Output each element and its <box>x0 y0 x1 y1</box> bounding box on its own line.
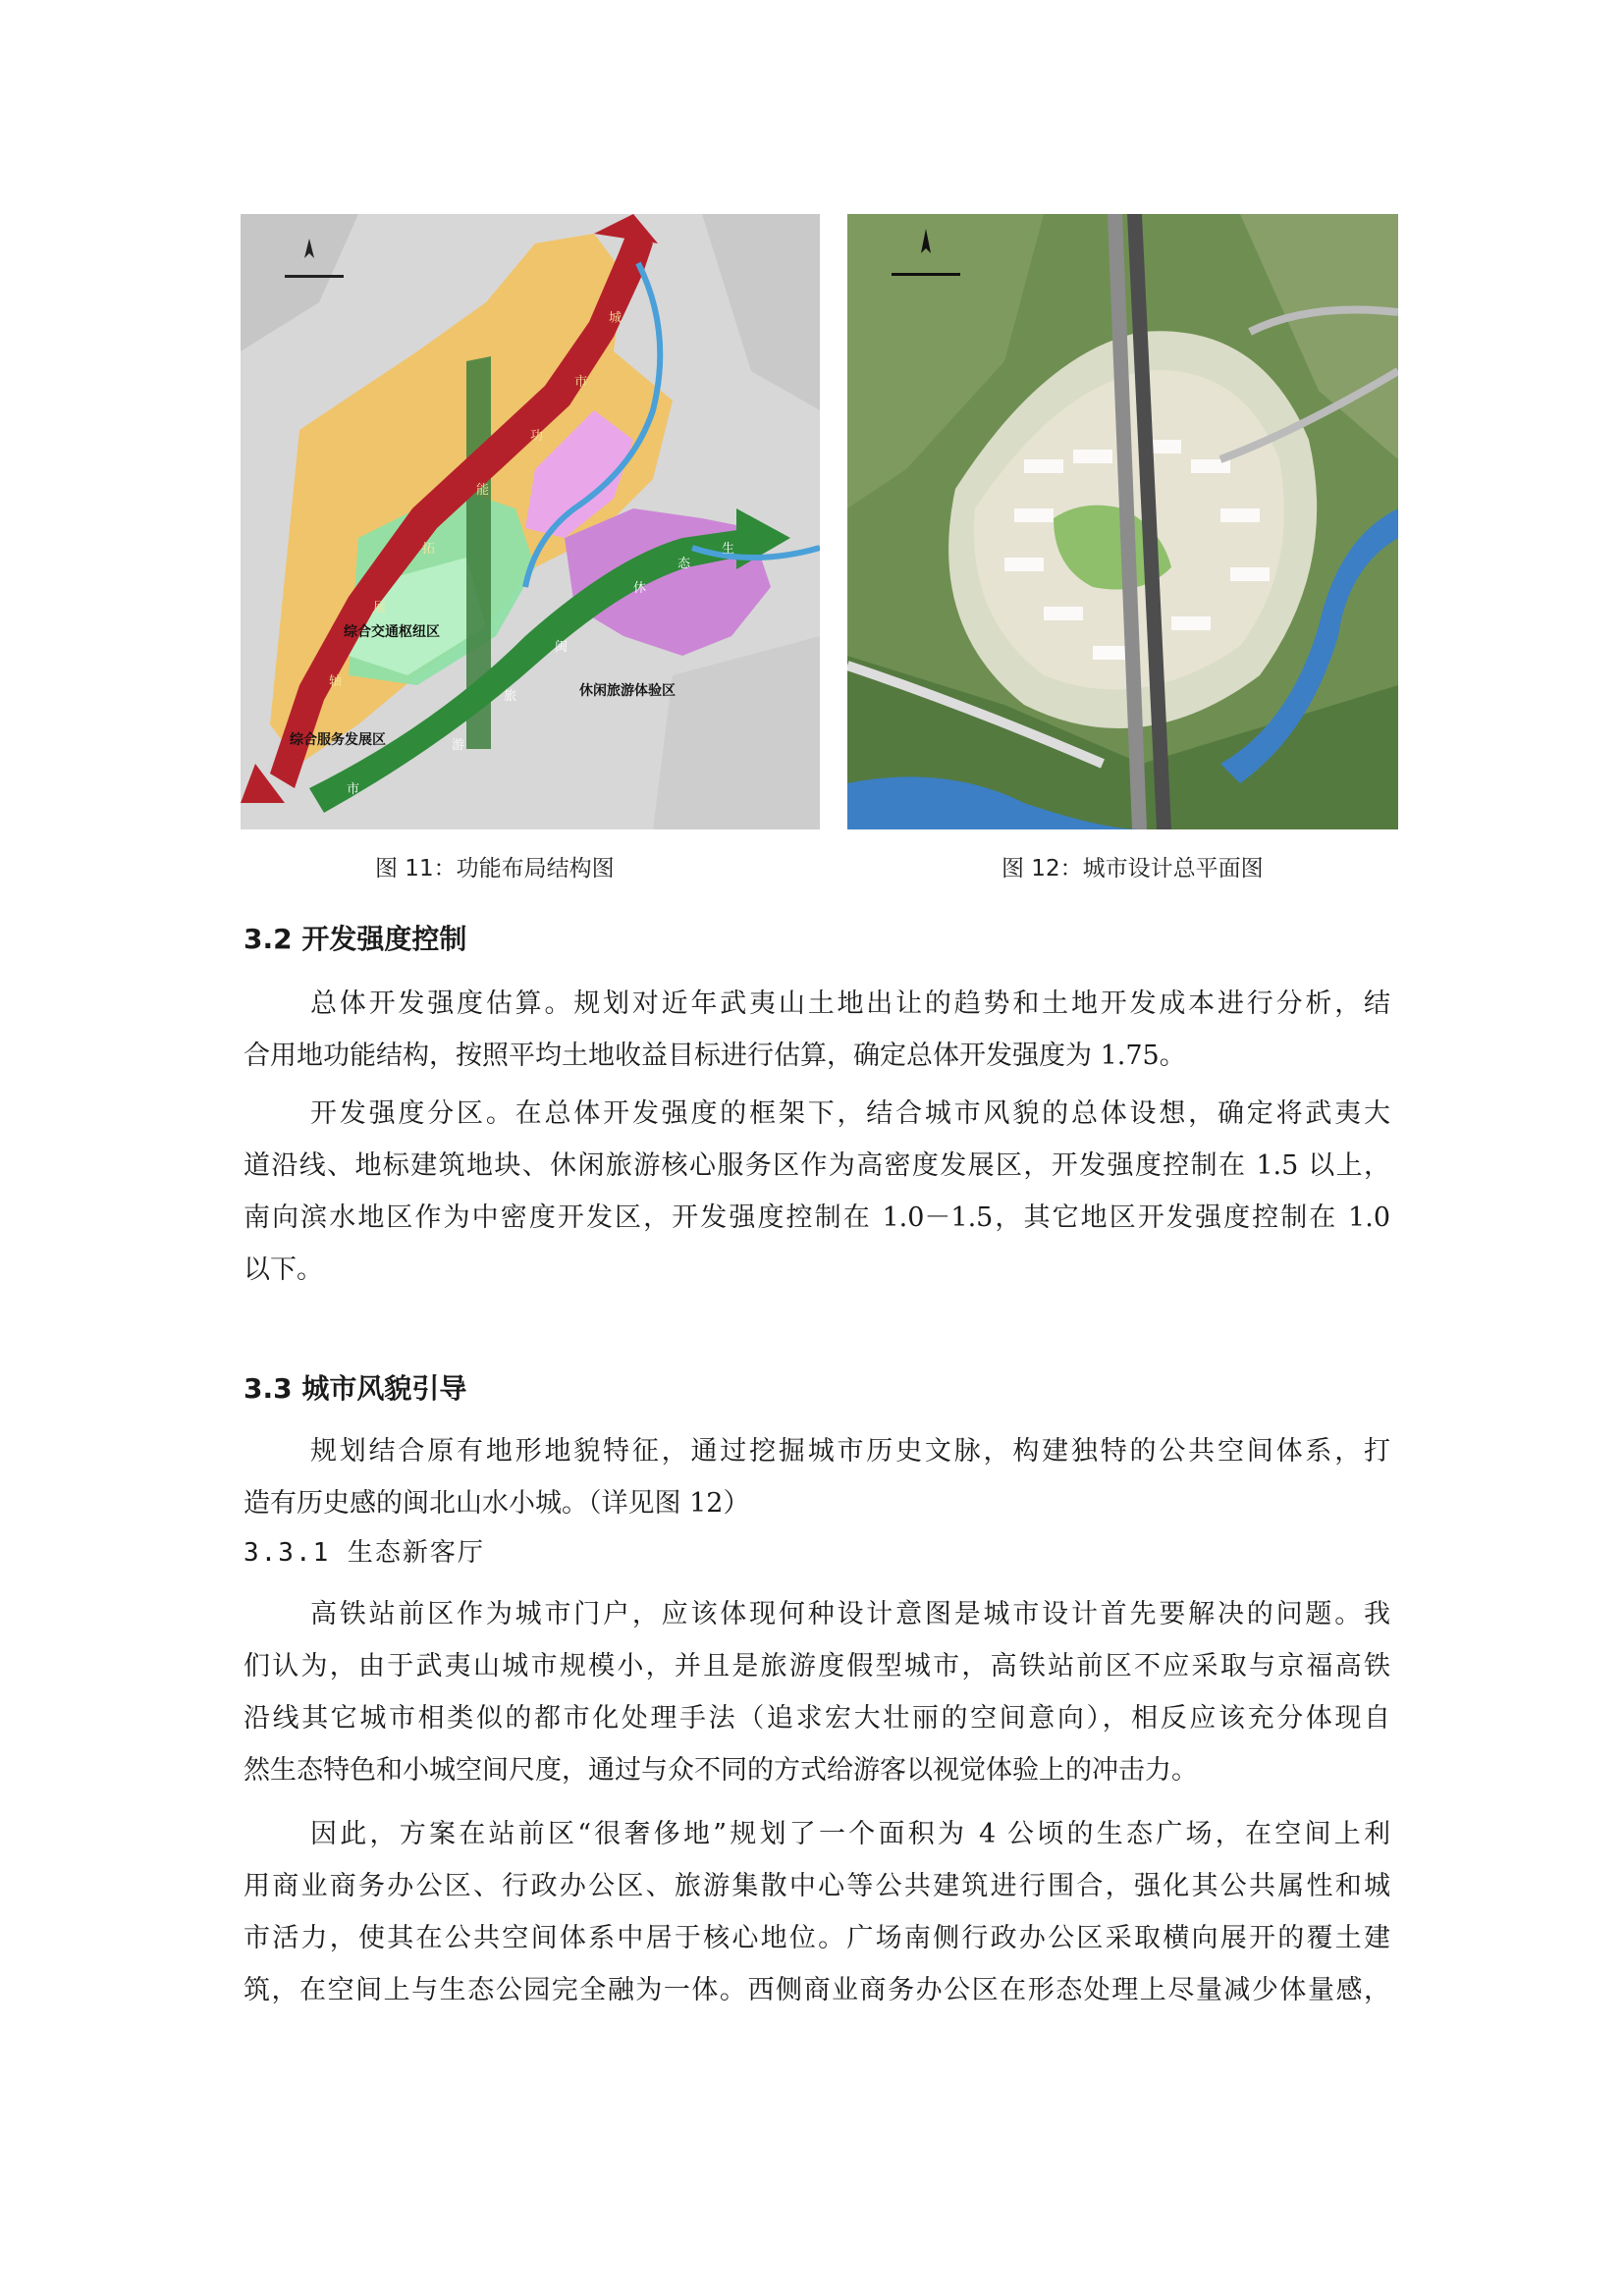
text-line: 规划结合原有地形地貌特征，通过挖掘城市历史文脉，构建独特的公共空间体系，打 <box>310 1436 1390 1467</box>
text-line: 沿线其它城市相类似的都市化处理手法（追求宏大壮丽的空间意向），相反应该充分体现自 <box>244 1703 1390 1734</box>
text-line: 们认为，由于武夷山城市规模小，并且是旅游度假型城市，高铁站前区不应采取与京福高铁 <box>244 1651 1390 1682</box>
axis-char: 市 <box>347 782 360 797</box>
section-3-3-heading: 3.3 城市风貌引导 <box>244 1372 467 1405</box>
label-transport-hub: 综合交通枢纽区 <box>344 624 440 640</box>
figure-12-master-plan <box>847 214 1398 829</box>
axis-char: 态 <box>677 557 691 571</box>
text-line: 高铁站前区作为城市门户，应该体现何种设计意图是城市设计首先要解决的问题。我 <box>310 1599 1390 1629</box>
section-3-2-para-2 <box>244 1088 1390 1296</box>
figure-11-function-layout-map <box>241 214 820 829</box>
text-line: 然生态特色和小城空间尺度，通过与众不同的方式给游客以视觉体验上的冲击力。 <box>244 1755 1198 1786</box>
axis-char: 休 <box>633 581 647 596</box>
axis-char: 游 <box>452 738 465 753</box>
figure-12-caption: 图 12：城市设计总平面图 <box>1001 856 1264 881</box>
label-tourism-zone: 休闲旅游体验区 <box>579 683 676 699</box>
text-line: 用商业商务办公区、行政办公区、旅游集散中心等公共建筑进行围合，强化其公共属性和城 <box>244 1871 1390 1901</box>
axis-char: 轴 <box>329 674 343 689</box>
axis-char: 展 <box>373 601 387 615</box>
label-service-zone: 综合服务发展区 <box>290 732 386 748</box>
section-3-3-1-heading: 3.3.1 生态新客厅 <box>244 1538 485 1568</box>
axis-char: 拓 <box>422 542 436 557</box>
text-line: 道沿线、地标建筑地块、休闲旅游核心服务区作为高密度发展区，开发强度控制在 1.5 以上， <box>244 1150 1390 1181</box>
axis-char: 城 <box>609 311 623 326</box>
section-3-3-1-para-2 <box>244 1808 1390 2016</box>
text-line: 因此，方案在站前区“很奢侈地”规划了一个面积为 4 公顷的生态广场，在空间上利 <box>310 1819 1390 1849</box>
section-3-2-heading: 3.2 开发强度控制 <box>244 923 467 955</box>
text-line: 造有历史感的闽北山水小城。（详见图 12） <box>244 1488 750 1519</box>
axis-char: 旅 <box>504 689 517 704</box>
text-line: 总体开发强度估算。规划对近年武夷山土地出让的趋势和土地开发成本进行分析，结 <box>310 988 1390 1019</box>
axis-char: 能 <box>476 483 490 498</box>
text-line: 以下。 <box>244 1255 323 1285</box>
text-line: 开发强度分区。在总体开发强度的框架下，结合城市风貌的总体设想，确定将武夷大 <box>310 1098 1390 1129</box>
section-3-3-para-1 <box>244 1425 1390 1529</box>
axis-char: 功 <box>530 429 544 444</box>
text-line: 南向滨水地区作为中密度开发区，开发强度控制在 1.0－1.5，其它地区开发强度控制在 1.0 <box>244 1202 1390 1233</box>
section-3-3-1-para-1 <box>244 1588 1390 1796</box>
axis-char: 市 <box>574 375 588 390</box>
text-line: 合用地功能结构，按照平均土地收益目标进行估算，确定总体开发强度为 1.75。 <box>244 1041 1186 1071</box>
text-line: 筑，在空间上与生态公园完全融为一体。西侧商业商务办公区在形态处理上尽量减少体量感， <box>244 1975 1390 2005</box>
text-line: 市活力，使其在公共空间体系中居于核心地位。广场南侧行政办公区采取横向展开的覆土建 <box>244 1923 1390 1953</box>
section-3-2-para-1 <box>244 978 1390 1082</box>
axis-char: 生 <box>722 542 735 557</box>
axis-char: 闽 <box>555 640 568 655</box>
figure-11-caption: 图 11：功能布局结构图 <box>375 856 615 881</box>
